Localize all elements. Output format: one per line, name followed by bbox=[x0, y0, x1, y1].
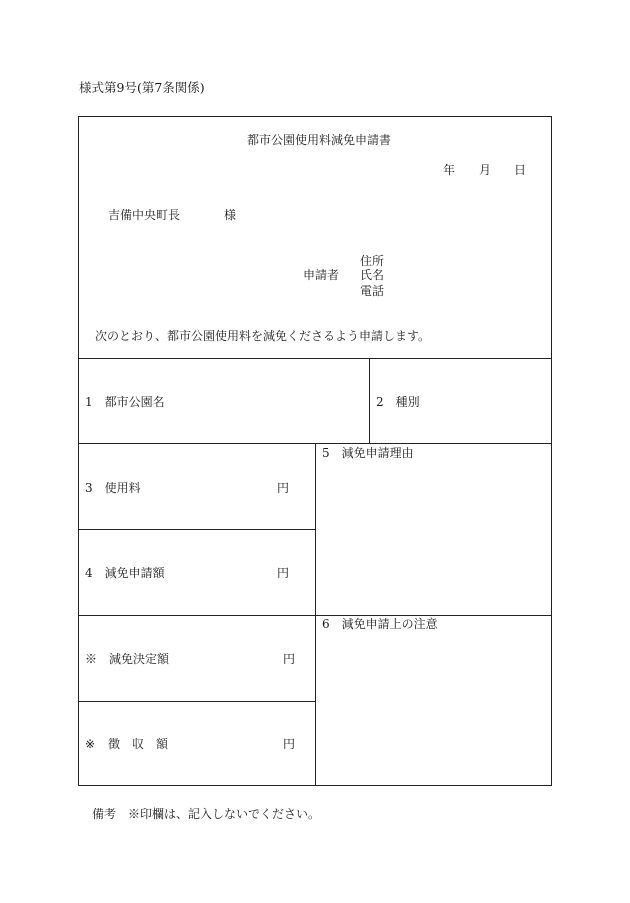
collected-mark: ※ bbox=[85, 737, 96, 751]
usage-fee-label: 3 使用料 bbox=[85, 481, 141, 495]
form-title: 都市公園使用料減免申請書 bbox=[247, 133, 392, 147]
applicant-address-label: 住所 bbox=[360, 254, 385, 268]
reduction-amount-yen: 円 bbox=[277, 566, 290, 580]
addressee-honorific: 様 bbox=[224, 208, 237, 222]
date-month: 月 bbox=[479, 163, 492, 177]
park-name-label: 1 都市公園名 bbox=[85, 395, 165, 409]
decided-amount-label: ※ 減免決定額 bbox=[85, 652, 170, 666]
usage-fee-yen: 円 bbox=[277, 481, 290, 495]
request-statement: 次のとおり、都市公園使用料を減免くださるよう申請します。 bbox=[95, 329, 431, 343]
collected-amount-label: 徴 収 額 bbox=[108, 737, 169, 751]
divider-vertical-main bbox=[315, 443, 316, 786]
date-day: 日 bbox=[514, 163, 527, 177]
footer-remark: 備考 ※印欄は、記入しないでください。 bbox=[92, 807, 321, 821]
divider-left-row4 bbox=[78, 701, 316, 702]
divider-left-row2 bbox=[78, 529, 316, 530]
notes-label: 6 減免申請上の注意 bbox=[322, 617, 438, 631]
divider-vertical-row1 bbox=[369, 358, 370, 443]
reason-label: 5 減免申請理由 bbox=[322, 446, 414, 460]
decided-amount-yen: 円 bbox=[283, 652, 296, 666]
reduction-amount-label: 4 減免申請額 bbox=[85, 566, 165, 580]
applicant-name-label: 氏名 bbox=[360, 268, 385, 282]
applicant-phone-label: 電話 bbox=[360, 284, 385, 298]
category-label: 2 種別 bbox=[376, 395, 420, 409]
applicant-label: 申請者 bbox=[303, 268, 340, 282]
divider-header bbox=[78, 358, 552, 359]
date-year: 年 bbox=[443, 163, 456, 177]
collected-amount-yen: 円 bbox=[283, 737, 296, 751]
form-number: 様式第9号(第7条関係) bbox=[79, 80, 205, 95]
addressee-name: 吉備中央町長 bbox=[108, 208, 181, 222]
